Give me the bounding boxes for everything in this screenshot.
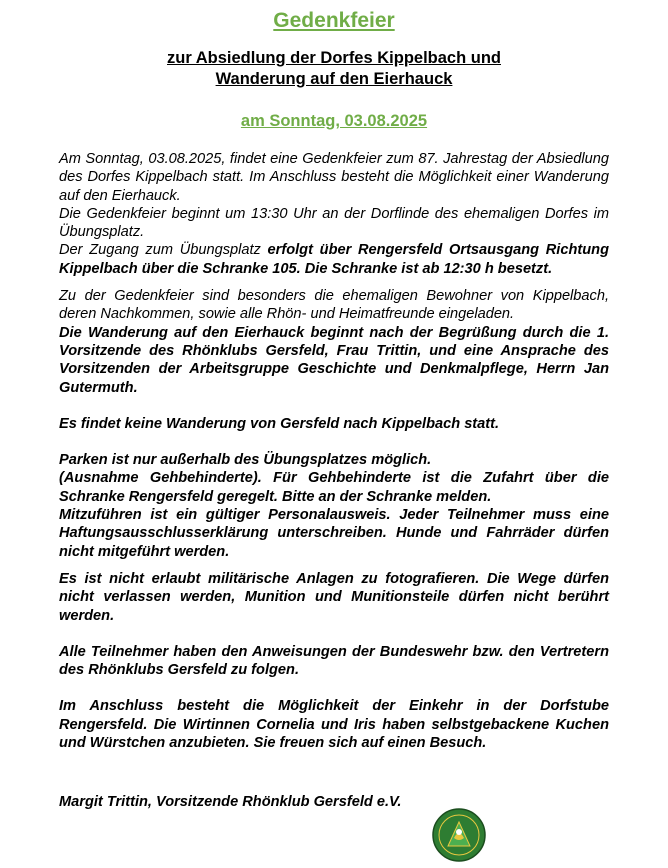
subtitle-line-1: zur Absiedlung der Dorfes Kippelbach und [167, 49, 501, 67]
paragraph-disabled-access: (Ausnahme Gehbehinderte). Für Gehbehinderte ist die Zufahrt über die Schranke Rengersfeld geregelt. Bitte an der Schranke melden. [59, 470, 609, 505]
paragraph-intro: Am Sonntag, 03.08.2025, findet eine Gedenkfeier zum 87. Jahrestag der Absiedlung des Dorfes Kippelbach statt. Im Anschluss besteht die Möglichkeit einer Wanderung auf den Eierhauck. [59, 151, 609, 204]
paragraph-start-time: Die Gedenkfeier beginnt um 13:30 Uhr an der Dorflinde des ehemaligen Dorfes im Übungsplatz. [59, 205, 609, 241]
document-body [59, 150, 609, 752]
paragraph-restrictions: Es ist nicht erlaubt militärische Anlagen zu fotografieren. Die Wege dürfen nicht verlassen werden, Munition und Munitionsteile dürfen nicht berührt werden. [59, 570, 609, 624]
paragraph-parking: Parken ist nur außerhalb des Übungsplatzes möglich. [59, 452, 432, 469]
document-title: Gedenkfeier [273, 9, 395, 32]
paragraph-invitation: Zu der Gedenkfeier sind besonders die ehemaligen Bewohner von Kippelbach, deren Nachkommen, sowie alle Rhön- und Heimatfreunde eingeladen. [59, 288, 609, 323]
rhoenklub-logo [432, 808, 486, 862]
paragraph-no-hike: Es findet keine Wanderung von Gersfeld nach Kippelbach statt. [59, 415, 500, 432]
access-detail: erfolgt über Rengersfeld Ortsausgang Richtung Kippelbach über die Schranke 105. Die Schranke ist ab 12:30 h besetzt. [59, 242, 609, 277]
paragraph-instructions: Alle Teilnehmer haben den Anweisungen der Bundeswehr bzw. den Vertretern des Rhönklubs Gersfeld zu folgen. [59, 643, 609, 679]
document-subtitle [0, 48, 668, 90]
paragraph-requirements: Mitzuführen ist ein gültiger Personalausweis. Jeder Teilnehmer muss eine Haftungsausschlusserklärung unterschreiben. Hunde und Fahrräder dürfen nicht mitgeführt werden. [59, 507, 609, 560]
signature: Margit Trittin, Vorsitzende Rhönklub Gersfeld e.V. [59, 794, 402, 810]
access-lead: Der Zugang zum Übungsplatz [59, 242, 268, 259]
paragraph-refreshments: Im Anschluss besteht die Möglichkeit der Einkehr in der Dorfstube Rengersfeld. Die Wirtinnen Cornelia und Iris haben selbstgebackene Kuchen und Würstchen anzubieten. Sie freuen sich auf einen Besuch. [59, 698, 609, 752]
subtitle-line-2: Wanderung auf den Eierhauck [215, 70, 453, 88]
paragraph-access [59, 241, 609, 278]
event-date: am Sonntag, 03.08.2025 [240, 112, 428, 130]
paragraph-hike: Die Wanderung auf den Eierhauck beginnt nach der Begrüßung durch die 1. Vorsitzende des Rhönklubs Gersfeld, Frau Trittin, und eine Ansprache des Vorsitzenden der Arbeitsgruppe Geschichte und Denkmalpflege, Herrn Jan Gutermuth. [59, 324, 609, 396]
